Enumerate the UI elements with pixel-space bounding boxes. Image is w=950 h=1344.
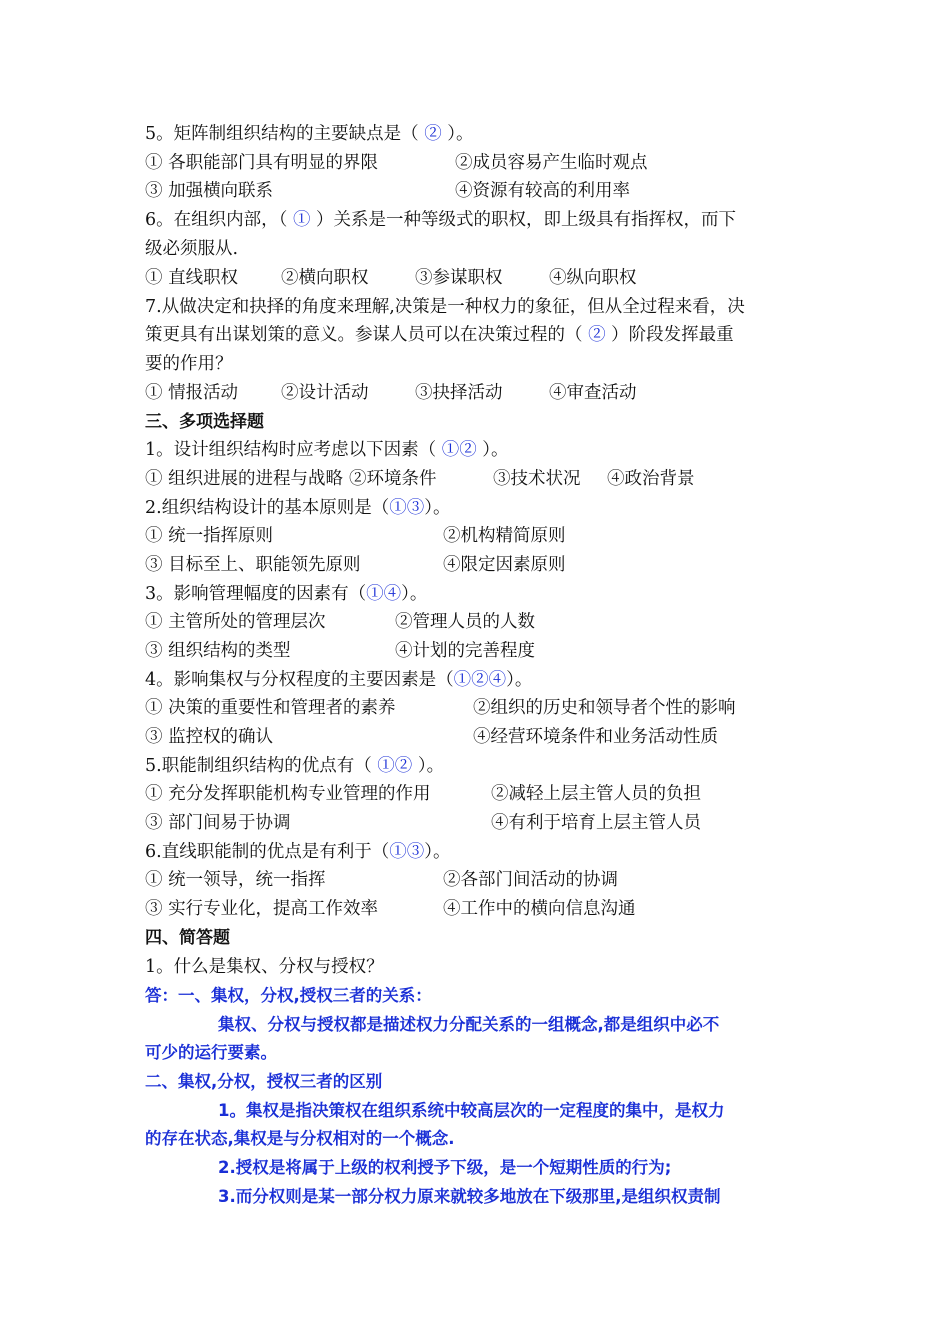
mc-question-5: 5.职能制组织结构的优点有（ ①② ）。 (145, 756, 445, 776)
question-6-cont: 级必须服从. (145, 239, 239, 259)
options-row: ① 统一指挥原则 ②机构精简原则 (145, 526, 566, 546)
answer-line: 可少的运行要素。 (145, 1043, 277, 1062)
mc-question-3: 3。影响管理幅度的因素有（①④）。 (145, 584, 428, 604)
answer-line: 2.授权是将属于上级的权利授予下级，是一个短期性质的行为; (218, 1158, 672, 1177)
answer-mark: ①②④ (453, 670, 507, 690)
mc-question-2: 2.组织结构设计的基本原则是（①③）。 (145, 498, 451, 518)
mc-question-6: 6.直线职能制的优点是有利于（①③）。 (145, 842, 451, 862)
answer-line: 的存在状态,集权是与分权相对的一个概念. (145, 1129, 455, 1148)
options-row: ① 各职能部门具有明显的界限 ②成员容易产生临时观点 (145, 153, 648, 173)
mc-question-1: 1。设计组织结构时应考虑以下因素（ ①② ）。 (145, 440, 509, 460)
options-row: ③ 组织结构的类型 ④计划的完善程度 (145, 641, 535, 661)
options-row: ① 决策的重要性和管理者的素养 ②组织的历史和领导者个性的影响 (145, 698, 736, 718)
answer-mark: ①② (371, 756, 418, 776)
options-row: ① 充分发挥职能机构专业管理的作用 ②减轻上层主管人员的负担 (145, 784, 701, 804)
options-row: ① 统一领导，统一指挥 ②各部门间活动的协调 (145, 870, 618, 890)
answer-mark: ①③ (389, 842, 425, 862)
question-7: 7.从做决定和抉择的角度来理解,决策是一种权力的象征，但从全过程来看，决 (145, 297, 745, 317)
question-6: 6。在组织内部，（ ① ）关系是一种等级式的职权，即上级具有指挥权，而下 (145, 210, 737, 230)
options-row: ① 情报活动 ②设计活动 ③抉择活动 ④审查活动 (145, 383, 637, 403)
mc-question-4: 4。影响集权与分权程度的主要因素是（①②④）。 (145, 670, 533, 690)
options-row: ① 主管所处的管理层次 ②管理人员的人数 (145, 612, 535, 632)
answer-line: 集权、分权与授权都是描述权力分配关系的一组概念,都是组织中必不 (218, 1015, 720, 1034)
options-row: ③ 加强横向联系 ④资源有较高的利用率 (145, 181, 630, 201)
section-heading-3: 三、多项选择题 (145, 412, 264, 432)
answer-line: 答：一、集权，分权,授权三者的关系： (145, 986, 432, 1005)
options-row: ③ 实行专业化，提高工作效率 ④工作中的横向信息沟通 (145, 899, 636, 919)
section-heading-4: 四、简答题 (145, 928, 230, 948)
short-answer-question-1: 1。什么是集权、分权与授权？ (145, 957, 384, 977)
options-row: ③ 部门间易于协调 ④有利于培育上层主管人员 (145, 813, 701, 833)
answer-mark: ① (287, 210, 317, 230)
options-row: ③ 监控权的确认 ④经营环境条件和业务活动性质 (145, 727, 718, 747)
answer-mark: ①③ (389, 498, 425, 518)
question-5: 5。矩阵制组织结构的主要缺点是（ ② ）。 (145, 124, 474, 144)
answer-mark: ①② (436, 440, 483, 460)
answer-mark: ② (418, 124, 448, 144)
answer-mark: ② (582, 325, 612, 345)
question-7-line3: 要的作用？ (145, 354, 233, 374)
answer-line: 3.而分权则是某一部分权力原来就较多地放在下级那里,是组织权责制 (218, 1187, 721, 1206)
options-row: ① 直线职权 ②横向职权 ③参谋职权 ④纵向职权 (145, 268, 637, 288)
question-7-line2: 策更具有出谋划策的意义。参谋人员可以在决策过程的（ ② ）阶段发挥最重 (145, 325, 734, 345)
options-row: ① 组织进展的进程与战略 ②环境条件 ③技术状况 ④政治背景 (145, 469, 695, 489)
answer-line: 1。集权是指决策权在组织系统中较高层次的一定程度的集中，是权力 (218, 1101, 725, 1120)
options-row: ③ 目标至上、职能领先原则 ④限定因素原则 (145, 555, 566, 575)
answer-mark: ①④ (366, 584, 402, 604)
answer-line: 二、集权,分权，授权三者的区别 (145, 1072, 383, 1091)
